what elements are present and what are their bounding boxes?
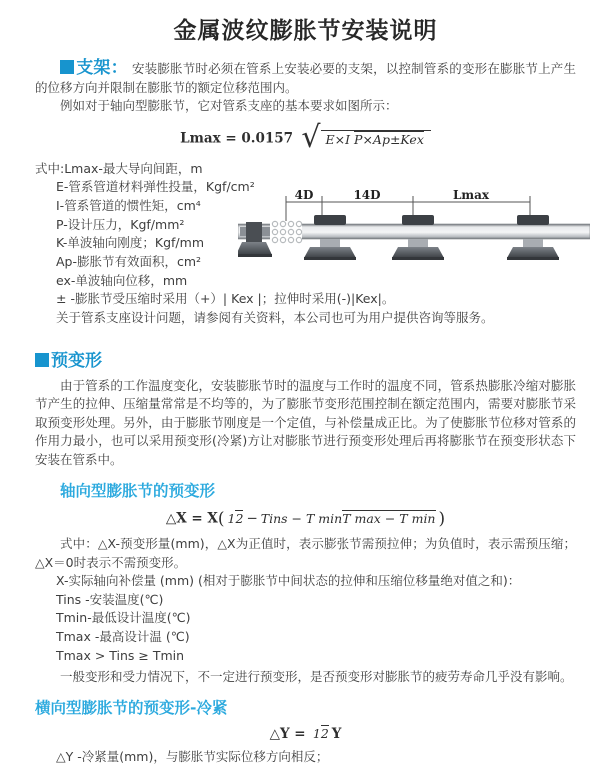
radical-sign-icon: √ bbox=[301, 119, 321, 155]
formula2-open-paren: ( bbox=[217, 509, 225, 529]
def-sign-note: ± -膨胀节受压缩时采用（+）| Kex |；拉伸时采用(-)|Kex|。 bbox=[56, 291, 395, 307]
def-ex: ex-单波轴向位移，mm bbox=[56, 272, 188, 288]
axial-explain: 式中：△X-预变形量(mm)，△X为正值时，表示膨张节需预拉伸；为负值时，表示需预压缩；△X＝0时表示不需预变形。 bbox=[35, 536, 576, 570]
axial-item-x: X-实际轴向补偿量 (mm) (相对于膨胀节中间状态的拉伸和压缩位移量绝对值之和)： bbox=[56, 573, 521, 588]
def-p: P-设计压力，Kgf/mm² bbox=[56, 216, 185, 232]
dim-label-14d: 14D bbox=[353, 187, 381, 202]
def-k: K-单波轴向刚度；Kgf/mm bbox=[56, 235, 204, 251]
formula2-minus: − bbox=[246, 510, 258, 527]
lateral-subheading: 横向型膨胀节的预变形-冷紧 bbox=[35, 699, 228, 718]
section-square-icon bbox=[35, 353, 49, 367]
formula3-half: 12 bbox=[312, 726, 329, 742]
section-square-icon bbox=[60, 60, 74, 74]
dim-label-4d: 4D bbox=[294, 187, 314, 202]
pipe-support-diagram bbox=[238, 188, 590, 288]
axial-subheading: 轴向型膨胀节的预变形 bbox=[60, 482, 216, 500]
anchor-support bbox=[238, 222, 272, 257]
service-note: 关于管系支座设计问题，请参阅有关资料，本公司也可为用户提供咨询等服务。 bbox=[56, 310, 494, 326]
def-ap: Ap-膨胀节有效面积，cm² bbox=[56, 254, 202, 270]
axial-predeform-formula bbox=[35, 509, 576, 529]
formula2-close-paren: ) bbox=[438, 509, 446, 529]
formula1-lhs: Lmax = 0.0157 bbox=[180, 130, 294, 146]
axial-item-tmax: Tmax -最高设计温 (℃) bbox=[56, 629, 190, 645]
formula1-numerator: E×I bbox=[325, 131, 351, 147]
def-e: E-管系管道材料弹性投量，Kgf/cm² bbox=[56, 179, 255, 195]
formula3-suffix: Y bbox=[331, 726, 342, 743]
page-title: 金属波纹膨胀节安装说明 bbox=[173, 18, 438, 44]
sqrt-radical bbox=[301, 119, 431, 155]
formula1-denominator: P×Ap±Kex bbox=[354, 131, 424, 147]
predeform-paragraph: 由于管系的工作温度变化，安装膨胀节时的温度与工作时的温度不同，管系热膨胀冷缩对膨胀节产生的拉伸、压缩量常常是不均等的，为了膨胀节变形范围控制在额定范围内，需要对膨胀节采取预变形处理。另外，由于膨胀节刚度是一个定值，与补偿量成正比。为了使膨胀节位移对管系的作用力最小，也可以采用预变形(冷紧)方让对膨胀节进行预变形处理后再将膨胀节在预变形状态下安装在管系中。 bbox=[35, 377, 576, 467]
axial-item-relation: Tmax > Tins ≥ Tmin bbox=[56, 647, 185, 663]
predeform-heading-row bbox=[35, 346, 576, 371]
axial-note: 一般变形和受力情况下，不一定进行预变形，是否预变形对膨胀节的疲劳寿命几乎没有影响。 bbox=[60, 668, 573, 684]
formula2-half: 12 bbox=[227, 510, 244, 526]
formula3-prefix: △Y = bbox=[269, 726, 306, 743]
lateral-coldpull-formula bbox=[35, 726, 576, 742]
formula2-prefix: △X = X bbox=[165, 510, 218, 527]
support-intro-text: 安装膨胀节时必须在管系上安装必要的支架，以控制管系的变形在膨胀节上产生的位移方向并限制在膨胀节的额定位移范围内。 bbox=[35, 61, 576, 95]
support-intro-paragraph bbox=[35, 59, 576, 97]
guide-spacing-formula bbox=[35, 119, 576, 155]
def-lmax: 式中:Lmax-最大导向间距，m bbox=[35, 160, 203, 176]
formula1-fraction bbox=[323, 133, 427, 147]
lateral-note: △Y -冷紧量(mm)，与膨胀节实际位移方向相反； bbox=[56, 749, 329, 765]
formula2-temp-fraction: Tins − T minT max − T min bbox=[260, 510, 436, 526]
predeform-section-heading: 预变形 bbox=[51, 350, 102, 371]
support-section-heading: 支架： bbox=[76, 58, 128, 78]
support-example-line: 例如对于轴向型膨胀节，它对管系支座的基本要求如图所示： bbox=[60, 98, 398, 113]
axial-item-tins: Tins -安装温度(℃) bbox=[56, 591, 164, 607]
definitions-and-diagram bbox=[35, 160, 576, 332]
dim-label-lmax: Lmax bbox=[452, 187, 490, 202]
def-i: I-管系管道的惯性矩，cm⁴ bbox=[56, 197, 201, 213]
axial-item-tmin: Tmin-最低设计温度(℃) bbox=[56, 610, 191, 626]
